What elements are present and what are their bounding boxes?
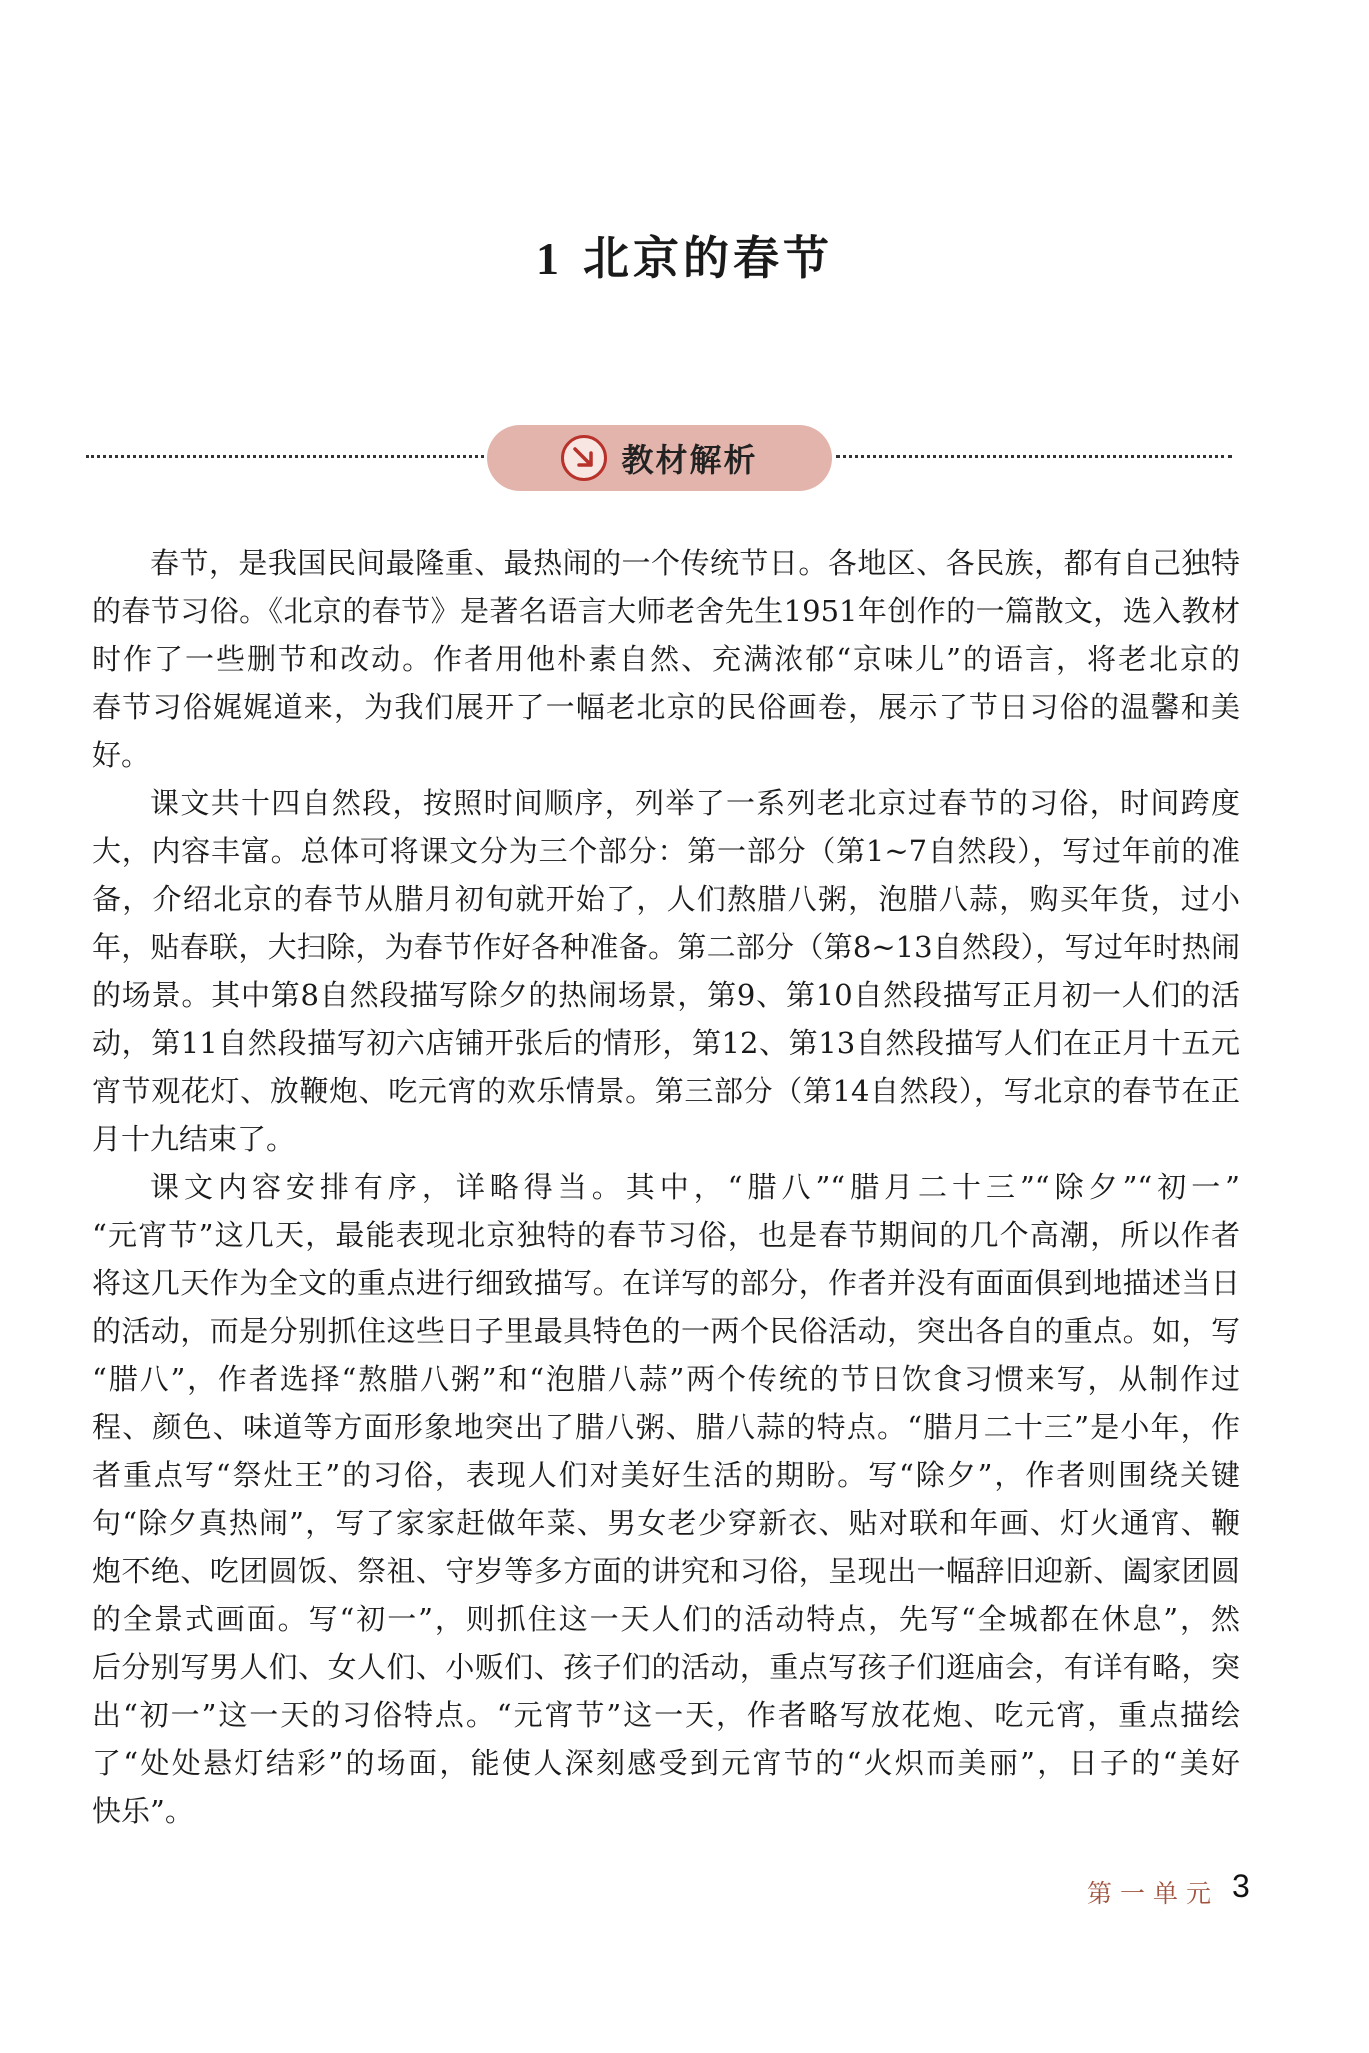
dotted-divider-left xyxy=(86,455,484,458)
dotted-divider-right xyxy=(836,455,1232,458)
text-line: 课文共十四自然段，按照时间顺序，列举了一系列老北京过春节的习俗，时间跨度 xyxy=(150,786,1240,820)
text-line: 时作了一些删节和改动。作者用他朴素自然、充满浓郁“京味儿”的语言，将老北京的 xyxy=(92,642,1240,676)
text-line: 好。 xyxy=(92,738,151,772)
lesson-title-text: 北京的春节 xyxy=(583,231,833,285)
text-line: 快乐”。 xyxy=(92,1794,194,1828)
text-line: 了“处处悬灯结彩”的场面，能使人深刻感受到元宵节的“火炽而美丽”，日子的“美好 xyxy=(92,1746,1240,1780)
text-line: 的活动，而是分别抓住这些日子里最具特色的一两个民俗活动，突出各自的重点。如，写 xyxy=(92,1314,1240,1348)
lesson-title xyxy=(0,222,1369,288)
text-line: 程、颜色、味道等方面形象地突出了腊八粥、腊八蒜的特点。“腊月二十三”是小年，作 xyxy=(92,1410,1240,1444)
page-number: 3 xyxy=(1232,1868,1250,1904)
arrow-down-right-circle-icon xyxy=(561,435,607,481)
section-banner-label: 教材解析 xyxy=(621,441,758,479)
text-line: 动，第11自然段描写初六店铺开张后的情形，第12、第13自然段描写人们在正月十五元 xyxy=(92,1026,1240,1060)
paragraph xyxy=(92,1163,1240,1835)
text-line: 春节习俗娓娓道来，为我们展开了一幅老北京的民俗画卷，展示了节日习俗的温馨和美 xyxy=(92,690,1240,724)
text-line: 出“初一”这一天的习俗特点。“元宵节”这一天，作者略写放花炮、吃元宵，重点描绘 xyxy=(92,1698,1240,1732)
body-text xyxy=(92,539,1240,1835)
text-line: 者重点写“祭灶王”的习俗，表现人们对美好生活的期盼。写“除夕”，作者则围绕关键 xyxy=(92,1458,1240,1492)
text-line: 的全景式画面。写“初一”，则抓住这一天人们的活动特点，先写“全城都在休息”，然 xyxy=(92,1602,1240,1636)
text-line: 年，贴春联，大扫除，为春节作好各种准备。第二部分（第8~13自然段），写过年时热闹 xyxy=(92,930,1240,964)
text-line: 的场景。其中第8自然段描写除夕的热闹场景，第9、第10自然段描写正月初一人们的活 xyxy=(92,978,1240,1012)
text-line: 将这几天作为全文的重点进行细致描写。在详写的部分，作者并没有面面俱到地描述当日 xyxy=(92,1266,1240,1300)
text-line: 句“除夕真热闹”，写了家家赶做年菜、男女老少穿新衣、贴对联和年画、灯火通宵、鞭 xyxy=(92,1506,1240,1540)
text-line: “元宵节”这几天，最能表现北京独特的春节习俗，也是春节期间的几个高潮，所以作者 xyxy=(92,1218,1240,1252)
lesson-number: 1 xyxy=(536,233,563,284)
text-line: 后分别写男人们、女人们、小贩们、孩子们的活动，重点写孩子们逛庙会，有详有略，突 xyxy=(92,1650,1240,1684)
footer-unit-label: 第一单元 xyxy=(1087,1879,1220,1908)
text-line: 大，内容丰富。总体可将课文分为三个部分：第一部分（第1~7自然段），写过年前的准 xyxy=(92,834,1240,868)
paragraph xyxy=(92,779,1240,1163)
text-line: 炮不绝、吃团圆饭、祭祖、守岁等多方面的讲究和习俗，呈现出一幅辞旧迎新、阖家团圆 xyxy=(92,1554,1240,1588)
text-line: 课文内容安排有序，详略得当。其中，“腊八”“腊月二十三”“除夕”“初一” xyxy=(150,1170,1240,1204)
text-line: 月十九结束了。 xyxy=(92,1122,296,1156)
text-line: 宵节观花灯、放鞭炮、吃元宵的欢乐情景。第三部分（第14自然段），写北京的春节在正 xyxy=(92,1074,1240,1108)
text-line: 的春节习俗。《北京的春节》是著名语言大师老舍先生1951年创作的一篇散文，选入教材 xyxy=(92,594,1240,628)
section-banner xyxy=(487,425,832,491)
text-line: 春节，是我国民间最隆重、最热闹的一个传统节日。各地区、各民族，都有自己独特 xyxy=(150,546,1240,580)
text-line: “腊八”，作者选择“熬腊八粥”和“泡腊八蒜”两个传统的节日饮食习惯来写，从制作过 xyxy=(92,1362,1240,1396)
text-line: 备，介绍北京的春节从腊月初旬就开始了，人们熬腊八粥，泡腊八蒜，购买年货，过小 xyxy=(92,882,1240,916)
paragraph xyxy=(92,539,1240,779)
